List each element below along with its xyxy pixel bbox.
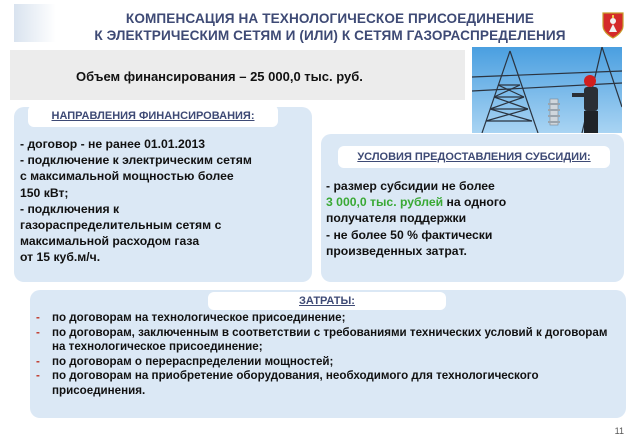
list-item: от 15 куб.м/ч. (20, 250, 101, 265)
list-item: - по договорам, заключенным в соответствии с требованиями технических условий к договорам на технологическое присоединение; (36, 325, 608, 354)
bullet-dash: - (36, 325, 40, 339)
list-item (326, 194, 622, 210)
list-item: с максимальной мощностью более (20, 169, 234, 184)
list-item: - по договорам о перераспределении мощностей; (36, 354, 334, 368)
subsidy-amount-suffix: на одного (443, 195, 507, 210)
list-item: 150 кВт; (20, 185, 69, 200)
bullet-dash: - (36, 354, 40, 368)
title-line-1: КОМПЕНСАЦИЯ НА ТЕХНОЛОГИЧЕСКОЕ ПРИСОЕДИНЕНИЕ (125, 11, 535, 26)
page-title (70, 10, 590, 44)
directions-list (20, 136, 310, 266)
list-item: произведенных затрат. (326, 243, 467, 258)
title-line-2: К ЭЛЕКТРИЧЕСКИМ СЕТЯМ И (ИЛИ) К СЕТЯМ ГАЗОРАСПРЕДЕЛЕНИЯ (94, 28, 566, 43)
funding-amount: Объем финансирования – 25 000,0 тыс. руб. (76, 69, 363, 84)
list-item: - по договорам на технологическое присоединение; (36, 311, 346, 324)
page-number: 11 (614, 426, 624, 436)
list-item: получателя поддержки (326, 211, 467, 226)
directions-header: НАПРАВЛЕНИЯ ФИНАНСИРОВАНИЯ: (28, 105, 278, 127)
bullet-dash: - (36, 311, 40, 324)
list-item: - не более 50 % фактически (326, 227, 493, 242)
bullet-dash: - (36, 369, 40, 383)
conditions-list (326, 178, 622, 259)
list-item: максимальной расходом газа (20, 234, 200, 249)
list-item: - подключение к электрическим сетям (20, 153, 252, 168)
costs-list (36, 311, 622, 399)
coat-of-arms-icon (601, 11, 625, 39)
list-item: - по договорам на приобретение оборудования, необходимого для технологического присоединения. (36, 369, 539, 397)
list-item: - подключения к (20, 201, 120, 216)
list-item: - договор - не ранее 01.01.2013 (20, 137, 206, 151)
header-accent (14, 4, 56, 42)
subsidy-amount: 3 000,0 тыс. рублей (326, 195, 444, 210)
list-item: газораспределительным сетям с (20, 218, 222, 233)
conditions-header: УСЛОВИЯ ПРЕДОСТАВЛЕНИЯ СУБСИДИИ: (338, 146, 610, 168)
power-line-worker-photo (472, 47, 622, 133)
costs-header: ЗАТРАТЫ: (208, 292, 446, 310)
list-item: - размер субсидии не более (326, 179, 495, 193)
